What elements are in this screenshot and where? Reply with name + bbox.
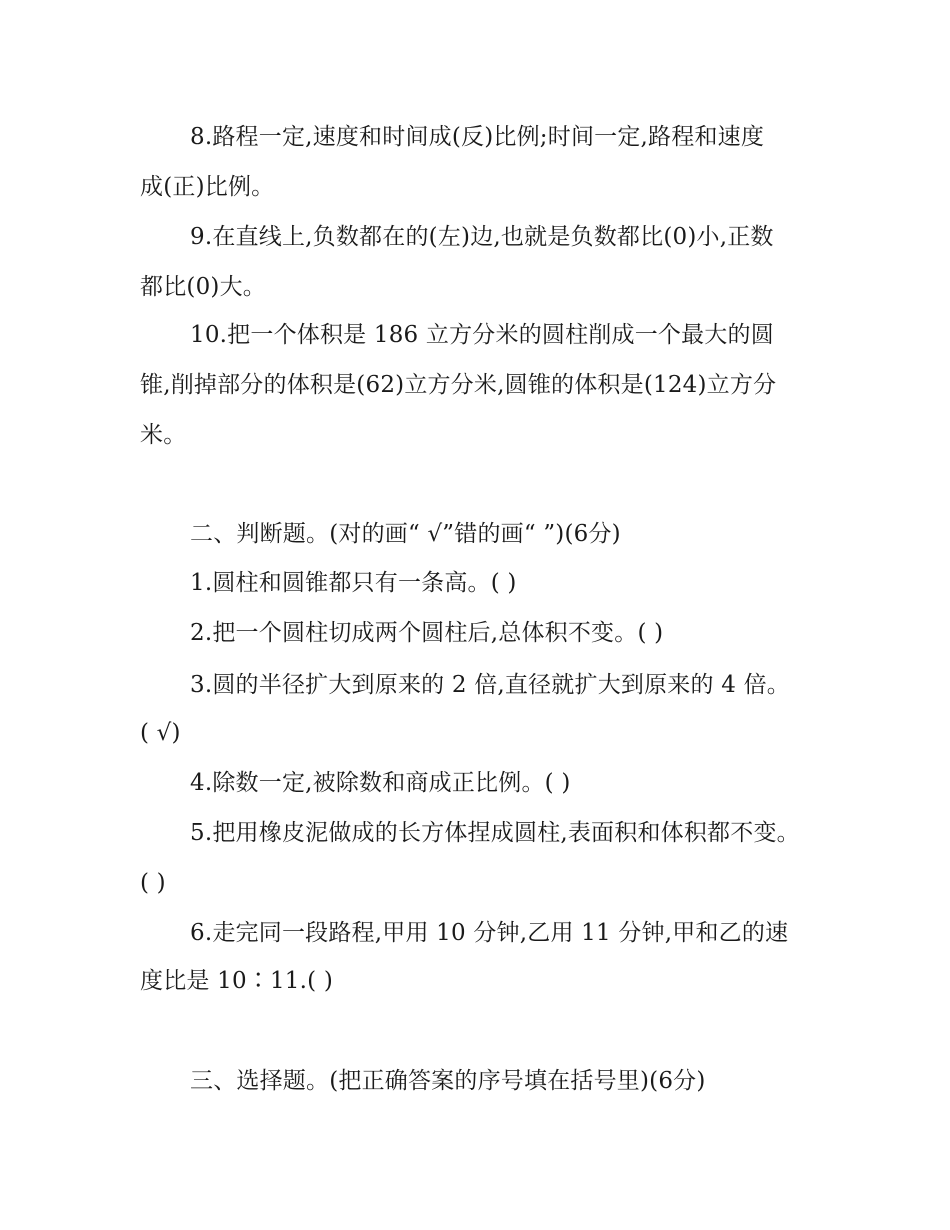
q9-line2: 都比(0)大。 xyxy=(140,274,266,300)
judge-q5-line2: ( ) xyxy=(140,870,166,896)
q8-line1: 8.路程一定,速度和时间成(反)比例;时间一定,路程和速度 xyxy=(190,124,765,150)
judge-q6-line2: 度比是 10∶11.( ) xyxy=(140,968,334,994)
judge-q5-line1: 5.把用橡皮泥做成的长方体捏成圆柱,表面积和体积都不变。 xyxy=(190,820,800,846)
q10-line2: 锥,削掉部分的体积是(62)立方分米,圆锥的体积是(124)立方分 xyxy=(140,372,777,398)
section3-heading: 三、选择题。(把正确答案的序号填在括号里)(6分) xyxy=(190,1068,706,1094)
judge-q2: 2.把一个圆柱切成两个圆柱后,总体积不变。( ) xyxy=(190,620,664,646)
q10-line1: 10.把一个体积是 186 立方分米的圆柱削成一个最大的圆 xyxy=(190,322,774,348)
section2-heading: 二、判断题。(对的画“ √”错的画“ ”)(6分) xyxy=(190,521,621,547)
judge-q6-line1: 6.走完同一段路程,甲用 10 分钟,乙用 11 分钟,甲和乙的速 xyxy=(190,920,789,946)
judge-q4: 4.除数一定,被除数和商成正比例。( ) xyxy=(190,770,571,796)
judge-q3-line2: ( √) xyxy=(140,720,181,746)
judge-q3-line1: 3.圆的半径扩大到原来的 2 倍,直径就扩大到原来的 4 倍。 xyxy=(190,672,790,698)
judge-q1: 1.圆柱和圆锥都只有一条高。( ) xyxy=(190,570,517,596)
q9-line1: 9.在直线上,负数都在的(左)边,也就是负数都比(0)小,正数 xyxy=(190,224,774,250)
q8-line2: 成(正)比例。 xyxy=(140,174,275,200)
q10-line3: 米。 xyxy=(140,422,187,448)
